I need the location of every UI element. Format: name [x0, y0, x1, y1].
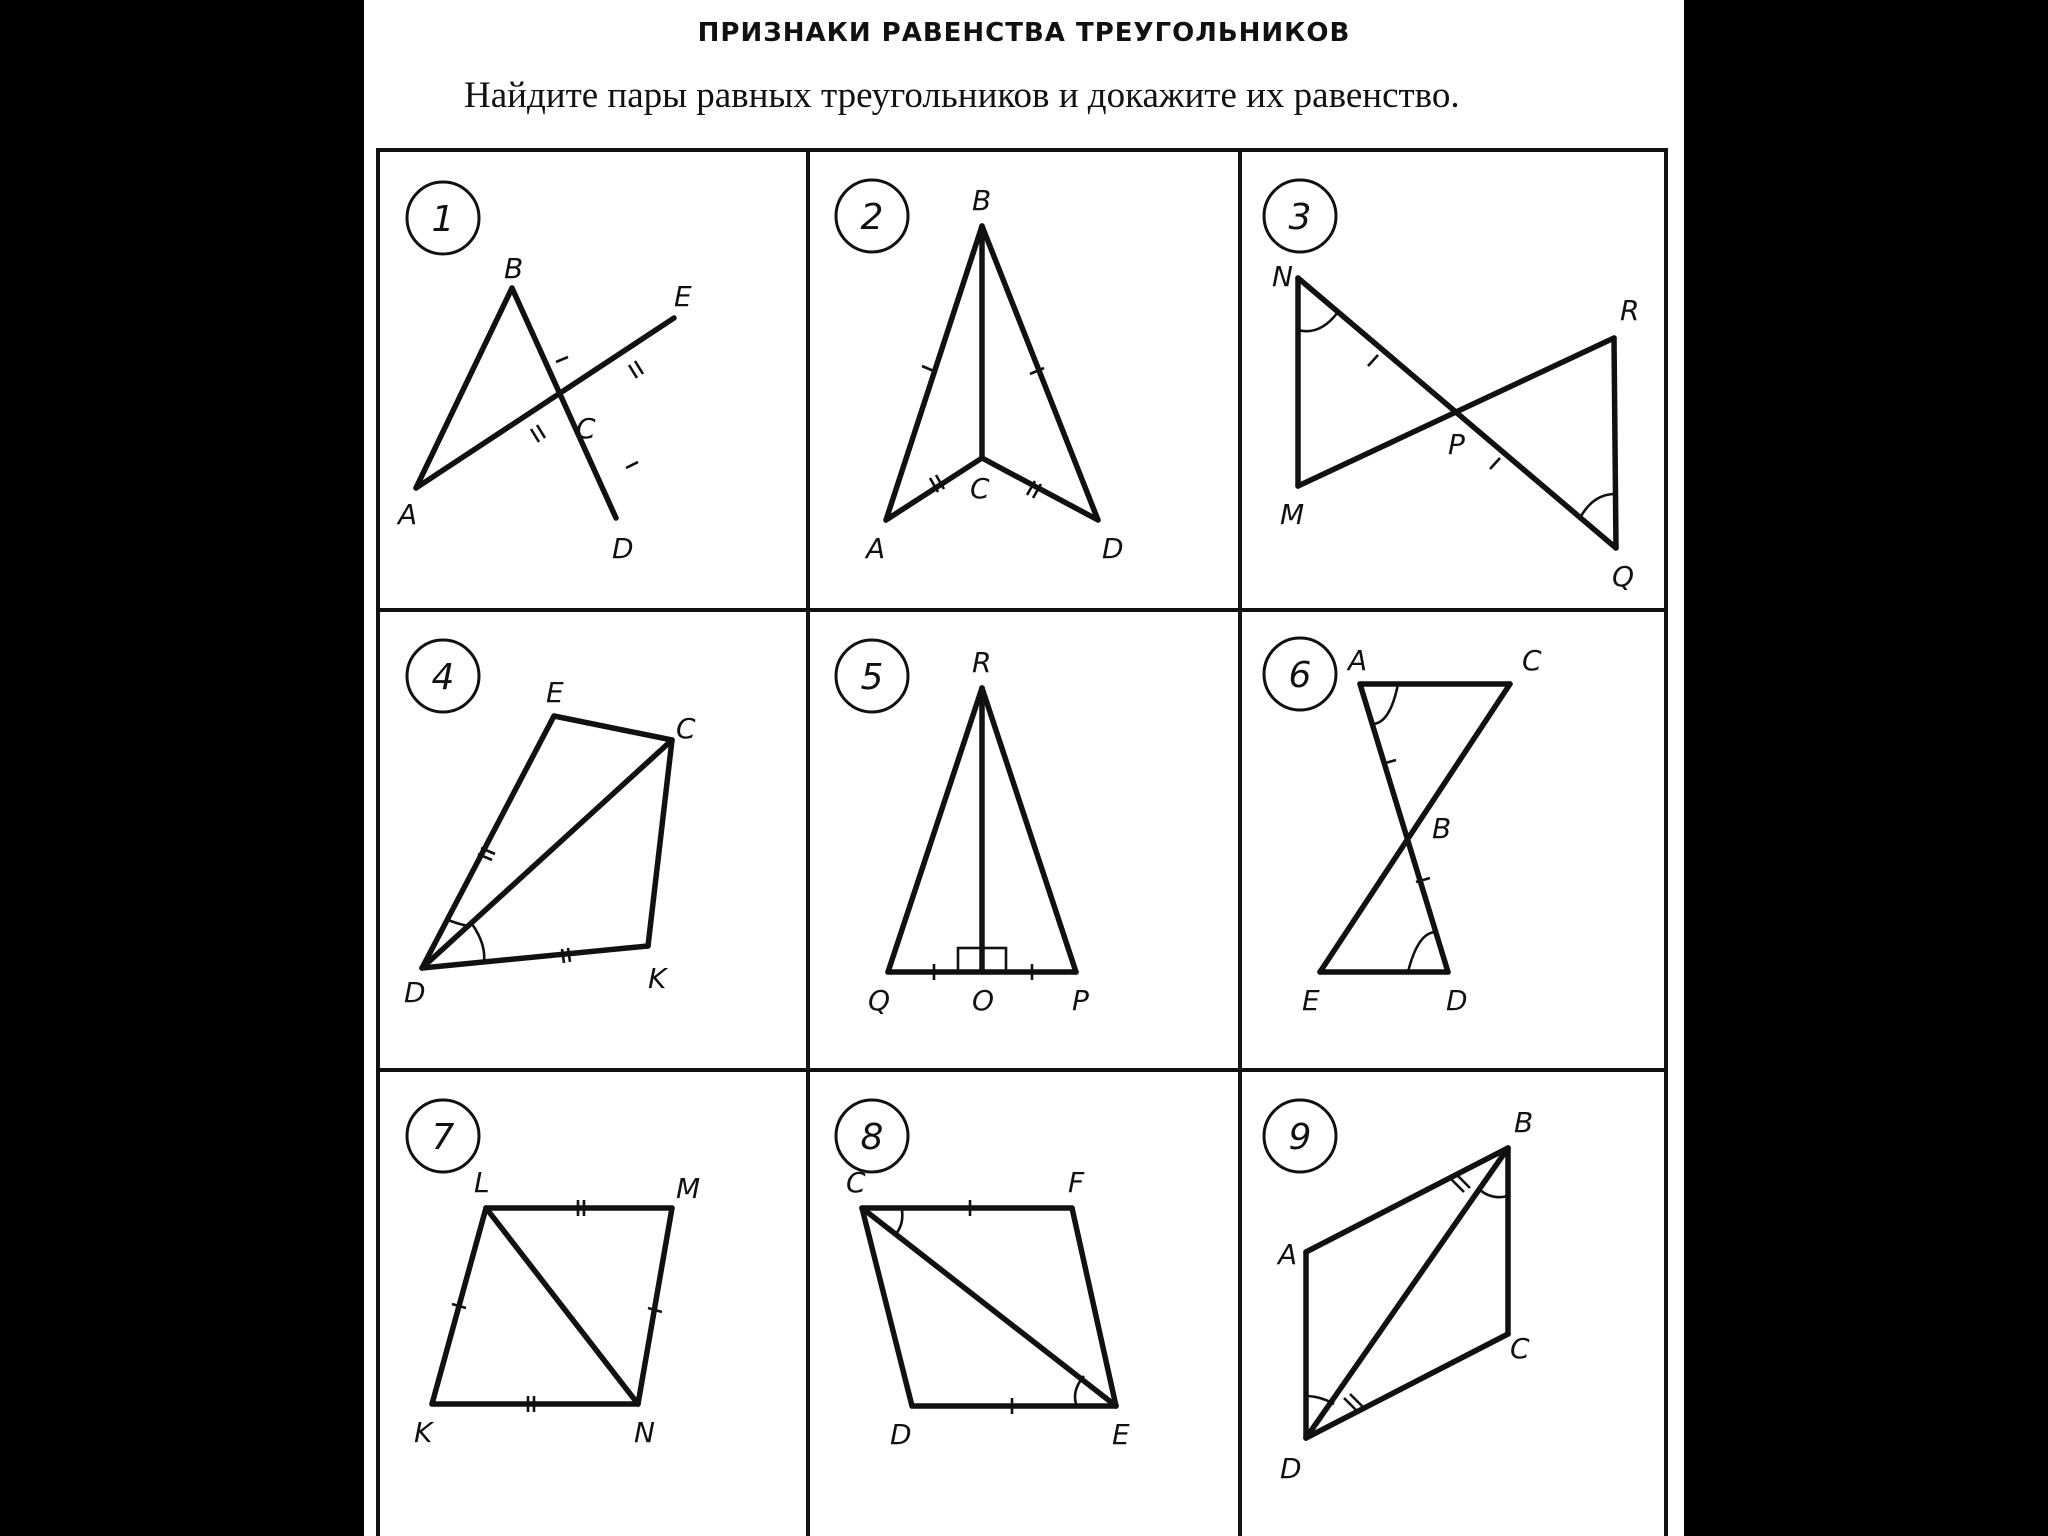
figure-2	[886, 226, 1098, 520]
point-label-o: O	[972, 984, 995, 1017]
problem-number: 7	[431, 1117, 455, 1158]
figure-4	[422, 716, 672, 968]
point-label-l: L	[474, 1166, 490, 1199]
point-label-b: B	[1514, 1106, 1534, 1139]
point-label-e: E	[546, 676, 564, 709]
problem-2	[806, 148, 1238, 608]
point-label-k: K	[648, 962, 667, 995]
point-label-m: M	[1280, 498, 1305, 531]
task-instruction: Найдите пары равных треугольников и докажите их равенство.	[464, 75, 1460, 116]
point-label-f: F	[1068, 1166, 1085, 1199]
problem-number: 3	[1288, 197, 1312, 238]
page-title: ПРИЗНАКИ РАВЕНСТВА ТРЕУГОЛЬНИКОВ	[697, 18, 1351, 48]
point-label-c: C	[1510, 1332, 1530, 1365]
figure-8	[862, 1200, 1116, 1414]
point-label-d: D	[1102, 532, 1124, 565]
problem-1	[376, 148, 806, 608]
figure-1	[416, 288, 674, 518]
point-label-b: B	[1432, 812, 1452, 845]
point-label-c: C	[970, 472, 990, 505]
point-label-d: D	[612, 532, 634, 565]
problem-5	[806, 608, 1238, 1068]
point-label-n: N	[1272, 260, 1293, 293]
grid-line-right	[1664, 148, 1668, 1536]
point-label-a: A	[866, 532, 886, 565]
point-label-b: B	[972, 184, 992, 217]
point-label-c: C	[676, 712, 696, 745]
problem-number: 2	[860, 197, 884, 238]
problem-number: 8	[860, 1117, 884, 1158]
problem-number: 4	[431, 657, 455, 698]
point-label-q: Q	[868, 984, 891, 1017]
point-label-d: D	[404, 976, 426, 1009]
figure-7	[432, 1200, 672, 1412]
problem-3	[1238, 148, 1664, 608]
figure-6	[1320, 684, 1510, 972]
point-label-c: C	[1522, 644, 1542, 677]
point-label-m: M	[676, 1172, 701, 1205]
point-label-q: Q	[1612, 560, 1635, 593]
point-label-d: D	[1446, 984, 1468, 1017]
problem-4	[376, 608, 806, 1068]
problem-grid	[376, 148, 1668, 1536]
problem-number: 1	[431, 199, 455, 240]
point-label-n: N	[634, 1416, 655, 1449]
point-label-d: D	[1280, 1452, 1302, 1485]
problem-8	[806, 1068, 1238, 1536]
point-label-b: B	[504, 252, 524, 285]
point-label-e: E	[1302, 984, 1320, 1017]
problem-7	[376, 1068, 806, 1536]
point-label-a: A	[1278, 1238, 1298, 1271]
point-label-c: C	[846, 1166, 866, 1199]
worksheet	[364, 0, 1684, 1536]
point-label-a: A	[1348, 644, 1368, 677]
problem-number: 6	[1288, 655, 1312, 696]
point-label-c: C	[576, 412, 596, 445]
problem-9	[1238, 1068, 1664, 1536]
problem-6	[1238, 608, 1664, 1068]
problem-number: 9	[1288, 1117, 1312, 1158]
point-label-r: R	[972, 646, 992, 679]
point-label-p: P	[1448, 428, 1465, 461]
point-label-r: R	[1620, 294, 1640, 327]
point-label-e: E	[1112, 1418, 1130, 1451]
point-label-a: A	[398, 498, 418, 531]
figure-9	[1306, 1148, 1508, 1438]
problem-number: 5	[860, 657, 884, 698]
figure-5	[888, 688, 1076, 980]
point-label-d: D	[890, 1418, 912, 1451]
point-label-p: P	[1072, 984, 1089, 1017]
point-label-e: E	[674, 280, 692, 313]
figure-3	[1298, 278, 1616, 548]
point-label-k: K	[414, 1416, 433, 1449]
